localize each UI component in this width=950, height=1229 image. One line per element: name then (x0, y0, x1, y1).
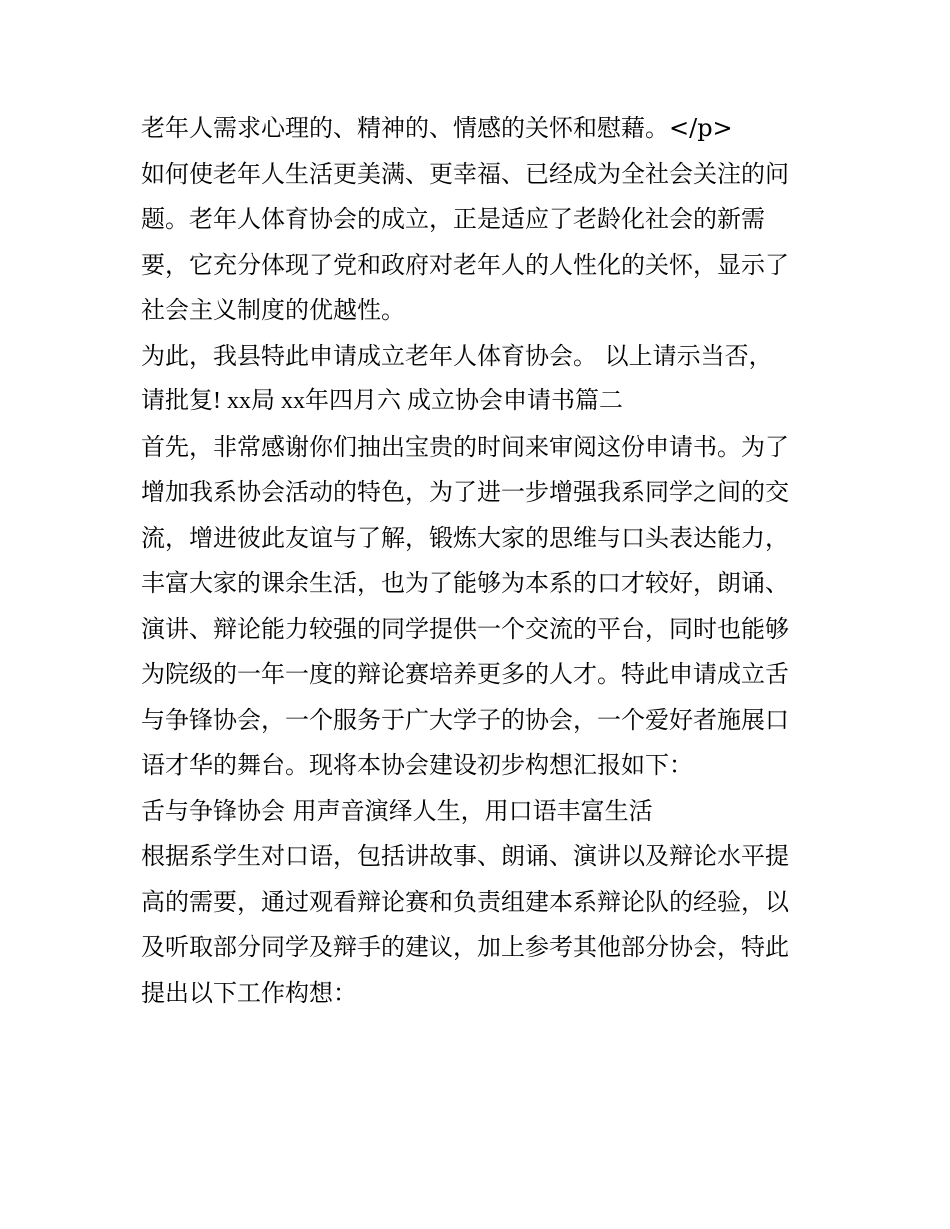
text-line: 及听取部分同学及辩手的建议，加上参考其他部分协会，特此 (141, 933, 789, 961)
text-line: 根据系学生对口语，包括讲故事、朗诵、演讲以及辩论水平提 (141, 842, 789, 870)
text-line: 语才华的舞台。现将本协会建设初步构想汇报如下： (141, 751, 693, 779)
text-line: 首先，非常感谢你们抽出宝贵的时间来审阅这份申请书。为了 (141, 432, 789, 461)
text-line: 增加我系协会活动的特色，为了进一步增强我系同学之间的交 (141, 478, 789, 506)
text-line: 流，增进彼此友谊与了解，锻炼大家的思维与口头表达能力， (141, 523, 789, 552)
text-line: 老年人需求心理的、精神的、情感的关怀和慰藉。</p> (141, 114, 733, 142)
text-line: 为此，我县特此申请成立老年人体育协会。 以上请示当否， (141, 341, 773, 370)
text-line: 演讲、辩论能力较强的同学提供一个交流的平台，同时也能够 (141, 614, 789, 643)
text-line: 提出以下工作构想： (141, 978, 357, 1007)
text-line: 舌与争锋协会 用声音演绎人生，用口语丰富生活 (141, 796, 653, 825)
text-line: 为院级的一年一度的辩论赛培养更多的人才。特此申请成立舌 (141, 660, 789, 688)
text-line: 与争锋协会，一个服务于广大学子的协会，一个爱好者施展口 (141, 705, 789, 734)
text-line: 如何使老年人生活更美满、更幸福、已经成为全社会关注的问 (141, 159, 789, 188)
text-line: 社会主义制度的优越性。 (141, 296, 405, 324)
text-line: 高的需要，通过观看辩论赛和负责组建本系辩论队的经验，以 (141, 887, 789, 916)
document-body (141, 106, 821, 1016)
text-line: 题。老年人体育协会的成立，正是适应了老龄化社会的新需 (141, 205, 765, 233)
text-line: 要，它充分体现了党和政府对老年人的人性化的关怀，显示了 (141, 250, 789, 279)
text-line: 丰富大家的课余生活，也为了能够为本系的口才较好，朗诵、 (141, 569, 789, 597)
text-line: 请批复! xx局 xx年四月六 成立协会申请书篇二 (141, 388, 623, 414)
